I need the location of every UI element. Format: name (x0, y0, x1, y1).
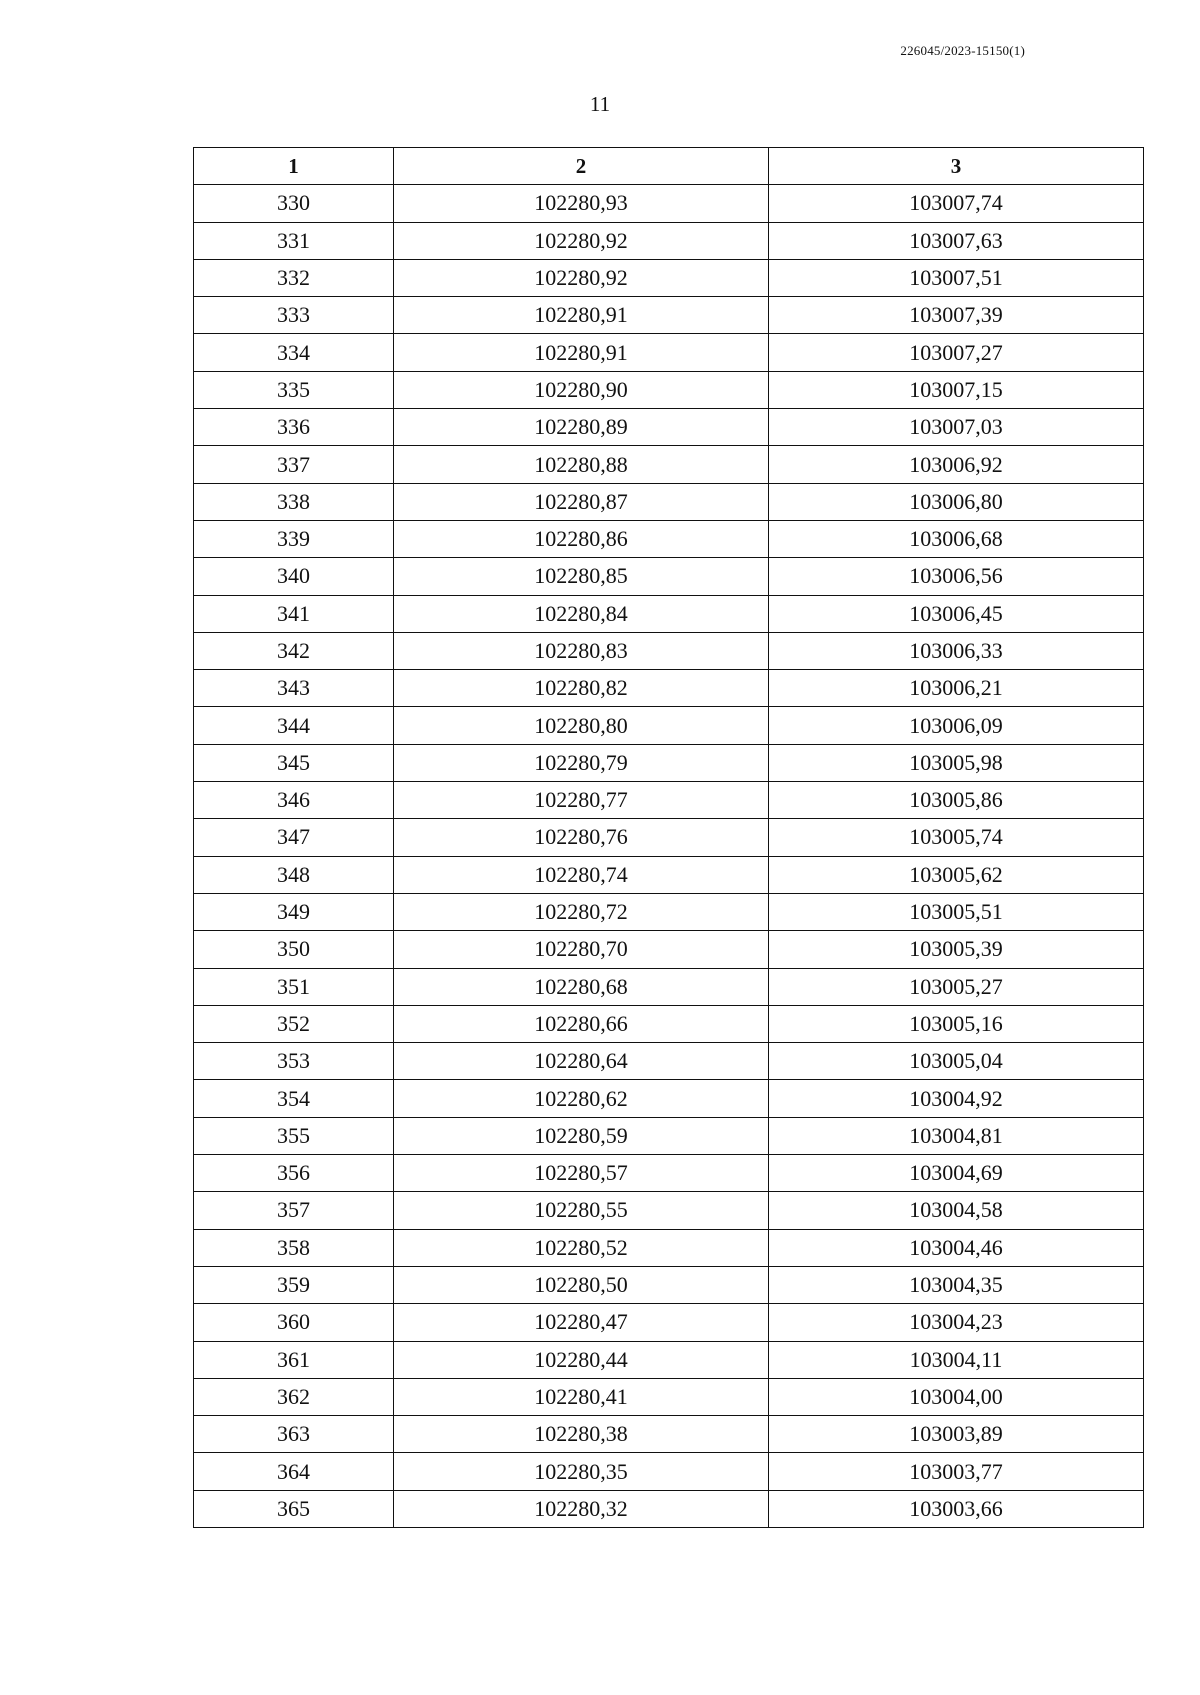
table-row (194, 334, 1144, 371)
point-number-cell: 347 (194, 819, 394, 856)
table-row (194, 782, 1144, 819)
x-coordinate-cell: 102280,38 (394, 1416, 769, 1453)
point-number-cell: 358 (194, 1229, 394, 1266)
x-coordinate-cell: 102280,79 (394, 744, 769, 781)
x-coordinate-cell: 102280,64 (394, 1043, 769, 1080)
y-coordinate-cell: 103007,39 (769, 297, 1144, 334)
x-coordinate-cell: 102280,35 (394, 1453, 769, 1490)
table-row (194, 558, 1144, 595)
x-coordinate-cell: 102280,85 (394, 558, 769, 595)
x-coordinate-cell: 102280,92 (394, 259, 769, 296)
column-header: 3 (769, 148, 1144, 185)
y-coordinate-cell: 103005,39 (769, 931, 1144, 968)
x-coordinate-cell: 102280,91 (394, 334, 769, 371)
x-coordinate-cell: 102280,80 (394, 707, 769, 744)
x-coordinate-cell: 102280,82 (394, 670, 769, 707)
point-number-cell: 348 (194, 856, 394, 893)
x-coordinate-cell: 102280,32 (394, 1490, 769, 1527)
point-number-cell: 335 (194, 371, 394, 408)
y-coordinate-cell: 103003,77 (769, 1453, 1144, 1490)
x-coordinate-cell: 102280,41 (394, 1378, 769, 1415)
table-row (194, 632, 1144, 669)
x-coordinate-cell: 102280,57 (394, 1155, 769, 1192)
table-row (194, 1416, 1144, 1453)
y-coordinate-cell: 103004,92 (769, 1080, 1144, 1117)
y-coordinate-cell: 103006,21 (769, 670, 1144, 707)
point-number-cell: 357 (194, 1192, 394, 1229)
table-row (194, 1005, 1144, 1042)
x-coordinate-cell: 102280,52 (394, 1229, 769, 1266)
y-coordinate-cell: 103004,23 (769, 1304, 1144, 1341)
y-coordinate-cell: 103004,58 (769, 1192, 1144, 1229)
x-coordinate-cell: 102280,74 (394, 856, 769, 893)
y-coordinate-cell: 103007,74 (769, 185, 1144, 222)
table-row (194, 707, 1144, 744)
y-coordinate-cell: 103005,27 (769, 968, 1144, 1005)
table-row (194, 1043, 1144, 1080)
y-coordinate-cell: 103004,00 (769, 1378, 1144, 1415)
table-row (194, 520, 1144, 557)
point-number-cell: 331 (194, 222, 394, 259)
table-row (194, 893, 1144, 930)
point-number-cell: 338 (194, 483, 394, 520)
x-coordinate-cell: 102280,86 (394, 520, 769, 557)
x-coordinate-cell: 102280,84 (394, 595, 769, 632)
column-header: 2 (394, 148, 769, 185)
document-id: 226045/2023-15150(1) (900, 43, 1025, 58)
point-number-cell: 365 (194, 1490, 394, 1527)
y-coordinate-cell: 103005,98 (769, 744, 1144, 781)
point-number-cell: 332 (194, 259, 394, 296)
x-coordinate-cell: 102280,68 (394, 968, 769, 1005)
table-row (194, 371, 1144, 408)
point-number-cell: 356 (194, 1155, 394, 1192)
point-number-cell: 339 (194, 520, 394, 557)
table-row (194, 185, 1144, 222)
column-header: 1 (194, 148, 394, 185)
table-row (194, 595, 1144, 632)
table-row (194, 1453, 1144, 1490)
x-coordinate-cell: 102280,66 (394, 1005, 769, 1042)
y-coordinate-cell: 103005,74 (769, 819, 1144, 856)
y-coordinate-cell: 103005,16 (769, 1005, 1144, 1042)
table-row (194, 968, 1144, 1005)
x-coordinate-cell: 102280,70 (394, 931, 769, 968)
table-row (194, 1155, 1144, 1192)
x-coordinate-cell: 102280,47 (394, 1304, 769, 1341)
point-number-cell: 361 (194, 1341, 394, 1378)
x-coordinate-cell: 102280,87 (394, 483, 769, 520)
point-number-cell: 330 (194, 185, 394, 222)
x-coordinate-cell: 102280,62 (394, 1080, 769, 1117)
point-number-cell: 344 (194, 707, 394, 744)
point-number-cell: 362 (194, 1378, 394, 1415)
x-coordinate-cell: 102280,91 (394, 297, 769, 334)
point-number-cell: 340 (194, 558, 394, 595)
point-number-cell: 337 (194, 446, 394, 483)
point-number-cell: 346 (194, 782, 394, 819)
y-coordinate-cell: 103003,89 (769, 1416, 1144, 1453)
x-coordinate-cell: 102280,72 (394, 893, 769, 930)
point-number-cell: 363 (194, 1416, 394, 1453)
table-row (194, 1192, 1144, 1229)
y-coordinate-cell: 103006,80 (769, 483, 1144, 520)
y-coordinate-cell: 103007,27 (769, 334, 1144, 371)
page-number: 11 (589, 92, 611, 116)
x-coordinate-cell: 102280,88 (394, 446, 769, 483)
table-row (194, 1266, 1144, 1303)
point-number-cell: 354 (194, 1080, 394, 1117)
table-row (194, 446, 1144, 483)
table-row (194, 744, 1144, 781)
table-header-row (194, 148, 1144, 185)
y-coordinate-cell: 103004,69 (769, 1155, 1144, 1192)
y-coordinate-cell: 103005,86 (769, 782, 1144, 819)
point-number-cell: 352 (194, 1005, 394, 1042)
table-row (194, 1117, 1144, 1154)
y-coordinate-cell: 103006,68 (769, 520, 1144, 557)
y-coordinate-cell: 103004,46 (769, 1229, 1144, 1266)
x-coordinate-cell: 102280,44 (394, 1341, 769, 1378)
y-coordinate-cell: 103004,81 (769, 1117, 1144, 1154)
table-body (194, 185, 1144, 1528)
point-number-cell: 364 (194, 1453, 394, 1490)
x-coordinate-cell: 102280,92 (394, 222, 769, 259)
point-number-cell: 341 (194, 595, 394, 632)
table-row (194, 1341, 1144, 1378)
x-coordinate-cell: 102280,93 (394, 185, 769, 222)
point-number-cell: 334 (194, 334, 394, 371)
y-coordinate-cell: 103006,92 (769, 446, 1144, 483)
table-row (194, 259, 1144, 296)
point-number-cell: 345 (194, 744, 394, 781)
y-coordinate-cell: 103007,15 (769, 371, 1144, 408)
x-coordinate-cell: 102280,55 (394, 1192, 769, 1229)
table-row (194, 819, 1144, 856)
point-number-cell: 336 (194, 409, 394, 446)
table-row (194, 409, 1144, 446)
y-coordinate-cell: 103006,56 (769, 558, 1144, 595)
table-row (194, 1378, 1144, 1415)
table-row (194, 297, 1144, 334)
table-row (194, 1080, 1144, 1117)
table-row (194, 1490, 1144, 1527)
point-number-cell: 349 (194, 893, 394, 930)
table-row (194, 931, 1144, 968)
y-coordinate-cell: 103004,11 (769, 1341, 1144, 1378)
y-coordinate-cell: 103006,09 (769, 707, 1144, 744)
point-number-cell: 360 (194, 1304, 394, 1341)
y-coordinate-cell: 103006,33 (769, 632, 1144, 669)
x-coordinate-cell: 102280,50 (394, 1266, 769, 1303)
point-number-cell: 359 (194, 1266, 394, 1303)
x-coordinate-cell: 102280,59 (394, 1117, 769, 1154)
y-coordinate-cell: 103005,51 (769, 893, 1144, 930)
x-coordinate-cell: 102280,83 (394, 632, 769, 669)
table-row (194, 856, 1144, 893)
y-coordinate-cell: 103007,51 (769, 259, 1144, 296)
y-coordinate-cell: 103006,45 (769, 595, 1144, 632)
table-row (194, 670, 1144, 707)
point-number-cell: 350 (194, 931, 394, 968)
y-coordinate-cell: 103007,63 (769, 222, 1144, 259)
table-row (194, 222, 1144, 259)
y-coordinate-cell: 103005,04 (769, 1043, 1144, 1080)
x-coordinate-cell: 102280,89 (394, 409, 769, 446)
y-coordinate-cell: 103004,35 (769, 1266, 1144, 1303)
table-row (194, 1304, 1144, 1341)
x-coordinate-cell: 102280,90 (394, 371, 769, 408)
y-coordinate-cell: 103003,66 (769, 1490, 1144, 1527)
coordinates-table (193, 147, 1144, 1528)
x-coordinate-cell: 102280,76 (394, 819, 769, 856)
point-number-cell: 333 (194, 297, 394, 334)
table-row (194, 483, 1144, 520)
table-row (194, 1229, 1144, 1266)
point-number-cell: 353 (194, 1043, 394, 1080)
x-coordinate-cell: 102280,77 (394, 782, 769, 819)
point-number-cell: 342 (194, 632, 394, 669)
y-coordinate-cell: 103005,62 (769, 856, 1144, 893)
point-number-cell: 343 (194, 670, 394, 707)
point-number-cell: 355 (194, 1117, 394, 1154)
point-number-cell: 351 (194, 968, 394, 1005)
y-coordinate-cell: 103007,03 (769, 409, 1144, 446)
